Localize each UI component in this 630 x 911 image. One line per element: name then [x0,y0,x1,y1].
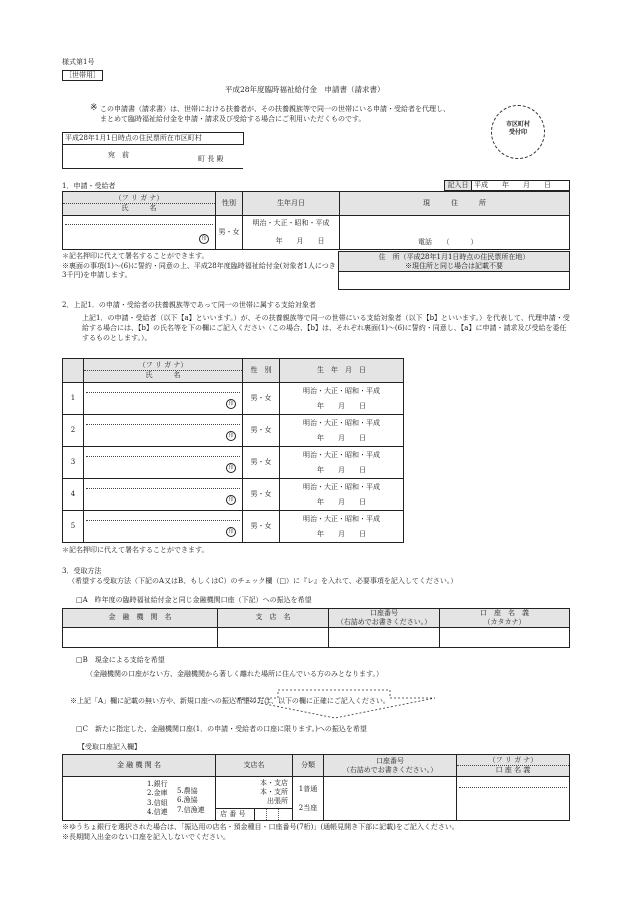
option-b-note: （金融機関の口座がない方、金融機関から著しく離れた場所に住んでいる方のみとなります。） [86,670,383,678]
section2-description: 上記1．の申請・受給者（以下【a】といいます。）が、その扶養親族等で同一の世帯にいる支給対象者（以下【b】といいます。）を代表して、代理申請・受給する場合には、【b】の氏名等を下の欄にご記入ください（この場合、【b】は、それぞれ裏面(1)～(6)に誓約・同意し、【a】に申請・請求及び受給を委任するものとします。）。 [82,314,570,343]
option-b-checkbox[interactable]: □B 現金による支給を希望 [76,656,165,664]
table-row [63,479,404,511]
dependent-row-number: 1 [63,383,84,415]
applicant-phone-label: 電話 （ ） [418,238,478,247]
applicant-address-header: 現 住 所 [340,192,570,216]
dependent-ymd: 年 月 日 [317,433,366,442]
option-c-holder-label: 口 座 名 義 [495,766,531,774]
dependent-ymd: 年 月 日 [317,529,366,538]
account-entry-heading: 【受取口座記入欄】 [78,743,141,751]
dependent-name-input[interactable] [84,511,243,543]
dependent-name-input[interactable] [84,479,243,511]
store-number-row[interactable] [216,808,292,820]
dependent-gender-input[interactable]: 男・女 [243,415,280,447]
bank-type-item[interactable]: 1.銀行 [147,780,168,788]
table-row [63,383,404,415]
applicant-address-input[interactable] [340,216,570,250]
resident-address-input[interactable] [339,272,570,290]
dependent-seal-mark: 印 [226,431,236,441]
option-a-account-note: （右詰めでお書きください。） [336,617,432,626]
applicant-gender-header: 性別 [216,192,243,216]
branch-type-list [260,779,288,806]
addressee-prefix: 宛 前 [108,151,129,159]
store-number-label: 店 番 号 [220,810,246,818]
dependent-birth-input[interactable] [280,479,404,511]
section3-description: （希望する受取方法（下記のA又はB、もしくはC）のチェック欄（□）に『レ』を入れて、必要事項を記入してください。） [68,577,458,585]
form-number: 様式第1号 [62,58,95,66]
dependents-name-header [84,359,243,383]
option-a-account-input[interactable] [329,627,440,647]
form-title: 平成28年度臨時福祉給付金 申請書（請求書） [225,85,385,94]
dependents-number-header [63,359,84,383]
applicant-birth-input[interactable] [243,216,340,250]
applicant-name-label: 氏 名 [121,204,157,212]
dependent-ymd: 年 月 日 [317,465,366,474]
reception-stamp-area [491,105,545,159]
addressee-suffix: 町 長 殿 [198,155,224,163]
resident-address-label: 住 所（平成28年1月1日時点の住民票所在地） [378,252,530,261]
account-type-normal[interactable]: 1普通 [298,784,318,793]
dependent-era-options: 明治・大正・昭和・平成 [303,386,380,395]
dependent-row-number: 2 [63,415,84,447]
option-c-holder-input[interactable] [457,777,570,821]
dependent-furigana-line [86,488,240,489]
option-c-furigana-label: （フ リ ガ ナ） [457,756,569,766]
household-tag: ［世帯用］ [62,70,103,81]
account-type-current[interactable]: 2当座 [298,803,318,812]
dependents-name-label: 氏 名 [145,371,181,379]
option-c-account-input[interactable] [324,777,457,821]
option-c-bank-header: 金 融 機 関 名 [63,755,216,777]
dormant-account-note: ※長期間入出金のない口座を記入しないでください。 [62,833,230,841]
table-row [63,447,404,479]
bank-type-item[interactable]: 3.信組 [147,798,168,807]
stamp-line1: 市区町村 [505,121,530,128]
dependent-furigana-line [86,392,240,393]
dependent-row-number: 5 [63,511,84,543]
option-c-type-input[interactable] [293,777,324,821]
applicant-birth-header: 生年月日 [243,192,340,216]
applicant-furigana-header: （フ リ ガ ナ） [63,194,215,204]
option-a-holder-header [440,609,570,628]
filled-date-input[interactable]: 平成 年 月 日 [472,181,570,191]
dependent-gender-input[interactable]: 男・女 [243,383,280,415]
option-a-table [62,608,570,648]
option-c-branch-input[interactable] [216,777,293,821]
applicant-name-header [63,192,216,216]
bank-type-list-right [177,787,205,815]
option-c-branch-header: 支店名 [216,755,293,777]
dependent-birth-input[interactable] [280,447,404,479]
filled-date-label: 記入日 [445,181,472,191]
bank-type-list-left [147,780,168,818]
option-a-branch-input[interactable] [218,627,329,647]
intro-note-line2: まとめて臨時福祉給付金を申請・請求及び受給する場合にご利用いただくものです。 [100,115,366,123]
dependent-furigana-line [86,520,240,521]
applicant-table [62,191,570,250]
option-a-holder-input[interactable] [440,627,570,647]
dependent-seal-mark: 印 [226,527,236,537]
applicant-seal-mark: 印 [199,234,209,244]
option-a-holder-label: 口 座 名 義 [480,609,529,617]
section2-title: 2．上記1．の申請・受給者の扶養親族等であって同一の世帯に属する支給対象者 [62,301,316,309]
option-c-checkbox[interactable]: □C 新たに指定した、金融機関口座(1．の申請・受給者の口座に限ります。)への振込を希望 [76,725,367,733]
applicant-era-options: 明治・大正・昭和・平成 [252,219,330,228]
dependent-row-number: 3 [63,447,84,479]
dependents-signature-note: ＊記名押印に代えて署名することができます。 [62,546,209,554]
option-c-table [62,754,570,821]
applicant-furigana-line [65,224,213,225]
bank-type-item[interactable]: 4.信連 [147,808,168,817]
bank-type-item[interactable]: 5.農協 [177,787,198,795]
stamp-line2: 受付印 [508,128,527,136]
option-a-bank-header: 金 融 機 関 名 [63,609,218,628]
applicant-signature-note: ＊記名押印に代えて署名することができます。 [62,252,209,260]
dependent-name-input[interactable] [84,415,243,447]
dependents-birth-header: 生 年 月 日 [280,359,404,383]
branch-type-item[interactable]: 出張所 [267,797,288,806]
dependent-birth-input[interactable] [280,511,404,543]
option-c-account-header [324,755,457,777]
applicant-ymd: 年 月 日 [275,237,325,245]
dependent-furigana-line [86,456,240,457]
applicant-gender-input[interactable]: 男・女 [216,216,243,250]
option-a-checkbox[interactable]: □A 昨年度の臨時福祉給付金と同じ金融機関口座（下記）への振込を希望 [76,596,312,604]
dependent-row-number: 4 [63,479,84,511]
branch-type-item[interactable]: 本・支所 [260,788,288,797]
table-row [63,415,404,447]
dependent-birth-input[interactable] [280,383,404,415]
dependent-era-options: 明治・大正・昭和・平成 [303,450,380,459]
option-a-bank-input[interactable] [63,627,218,647]
section1-title: 1．申請・受給者 [62,182,116,190]
dependent-furigana-line [86,424,240,425]
applicant-name-input[interactable] [63,216,216,250]
section3-title: 3．受取方法 [62,567,102,575]
bank-type-item[interactable]: 7.信漁連 [177,805,205,814]
dependent-birth-input[interactable] [280,415,404,447]
resident-address-note: ※現住所と同じ場合は記載不要 [405,261,503,270]
option-c-account-note: （右詰めでお書きください。） [342,765,438,774]
option-a-account-header [329,609,440,628]
dependent-era-options: 明治・大正・昭和・平成 [303,418,380,427]
dependent-name-input[interactable] [84,383,243,415]
dependent-seal-mark: 印 [226,463,236,473]
dependent-seal-mark: 印 [226,495,236,505]
resident-address-header [339,252,570,272]
table-row [63,511,404,543]
dependents-table [62,358,404,543]
dependent-gender-input[interactable]: 男・女 [243,479,280,511]
option-c-type-header: 分類 [293,755,324,777]
dependent-era-options: 明治・大正・昭和・平成 [303,482,380,491]
dependent-gender-input[interactable]: 男・女 [243,511,280,543]
bank-type-item[interactable]: 6.漁協 [177,796,198,805]
option-a-branch-header: 支 店 名 [218,609,329,628]
option-c-bank-input[interactable] [63,777,216,821]
option-c-account-label: 口座番号 [376,756,404,765]
intro-note-line1: この申請書（請求書）は、世帯における扶養者が、その扶養親族等で同一の世帯にいる申請・受給者を代理し、 [100,105,450,113]
dependent-ymd: 年 月 日 [317,401,366,410]
option-a-account-label: 口座番号 [370,609,398,617]
branch-type-item[interactable]: 本・支店 [260,779,288,787]
dependent-ymd: 年 月 日 [317,497,366,506]
filled-date-table [444,180,570,191]
option-c-furigana-line [459,787,567,788]
resident-address-table [338,251,570,290]
dependent-era-options: 明治・大正・昭和・平成 [303,514,380,523]
new-account-notice: ※上記「A」欄に記載の無い方や、新規口座への振込希望の方は、以下の欄に正確にご記入ください。 [70,697,390,705]
dependent-gender-input[interactable]: 男・女 [243,447,280,479]
bank-type-item[interactable]: 2.金庫 [147,789,168,798]
option-a-holder-kana: （カタカナ） [483,617,526,626]
option-c-holder-header [457,755,570,777]
municipality-input[interactable] [62,144,243,169]
yucho-note: ※ゆうちょ銀行を選択された場合は、「振込用の店名・預金種目・口座番号(7桁)」(通帳見開き下部に記載)をご記入ください。 [62,823,459,831]
applicant-pledge-note: ※裏面の事項(1)～(6)に誓約・同意の上、平成28年度臨時福祉給付金(対象者1人につき3千円)を申請します。 [62,262,336,279]
dependent-seal-mark: 印 [226,399,236,409]
note-mark: ※ [90,103,98,113]
dependent-name-input[interactable] [84,447,243,479]
dependents-gender-header: 性 別 [243,359,280,383]
dependents-furigana-header: （フ リ ガ ナ） [84,361,242,371]
municipality-label: 平成28年1月1日時点の住民票所在市区町村 [62,132,244,145]
